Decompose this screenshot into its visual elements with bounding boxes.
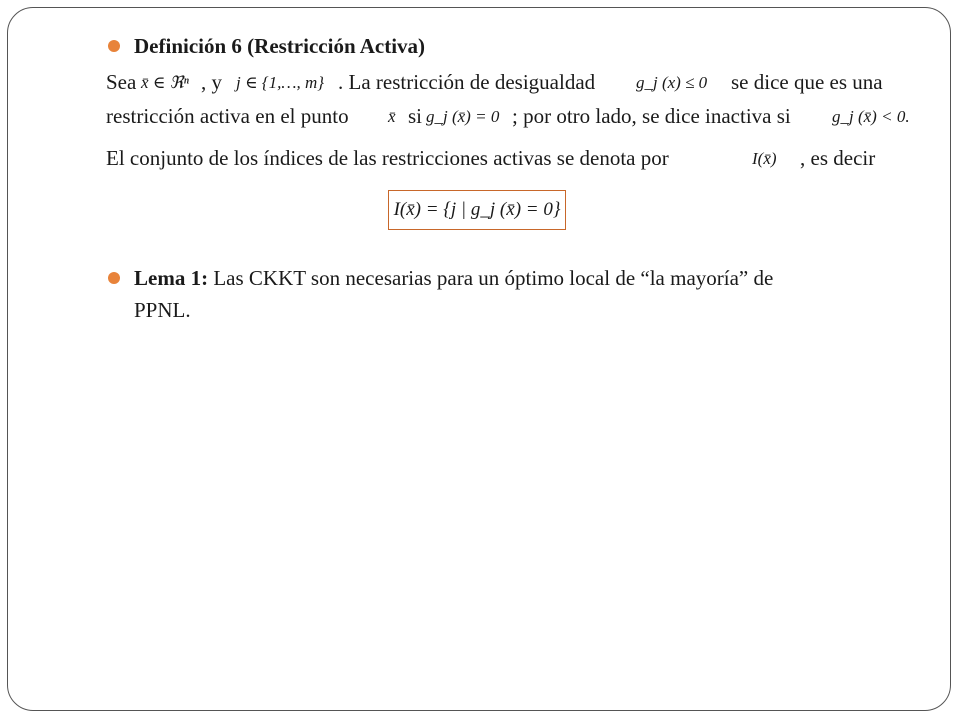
- definition-line2-si: si: [408, 104, 423, 128]
- definition-line2-start: restricción activa en el punto: [106, 104, 349, 128]
- lemma-text: Las CKKT son necesarias para un óptimo local de “la mayoría” de: [213, 266, 774, 290]
- math-xbar: x̄: [388, 107, 396, 126]
- lemma-line1: [134, 266, 773, 290]
- math-gj-lt-0: g_j (x̄) < 0.: [832, 107, 910, 126]
- definition-line1-end: se dice que es una: [731, 70, 883, 94]
- definition-line1-mid: . La restricción de desigualdad: [338, 70, 596, 94]
- math-Ix: I(x̄): [752, 149, 777, 168]
- definition-line2-mid: ; por otro lado, se dice inactiva si: [512, 104, 791, 128]
- definition-line3-start: El conjunto de los índices de las restricciones activas se denota por: [106, 146, 669, 170]
- math-gj-eq-0: g_j (x̄) = 0: [426, 107, 500, 126]
- definition-heading: Definición 6 (Restricción Activa): [134, 34, 426, 58]
- definition-line1-comma-y: , y: [201, 70, 222, 94]
- lemma-label: Lema 1:: [134, 266, 209, 290]
- definition-line3-end: , es decir: [800, 146, 876, 170]
- math-gj-le-0: g_j (x) ≤ 0: [636, 73, 708, 92]
- definition-line1-sea: Sea: [106, 70, 137, 94]
- boxed-formula: I(x̄) = {j | g_j (x̄) = 0}: [388, 190, 566, 230]
- math-x-in-Rn: x̄ ∈ ℜⁿ: [141, 73, 189, 92]
- math-j-in-set: j ∈ {1,…, m}: [236, 73, 325, 92]
- bullet-lemma: [108, 272, 120, 284]
- bullet-definition: [108, 40, 120, 52]
- lemma-line2: PPNL.: [134, 298, 191, 322]
